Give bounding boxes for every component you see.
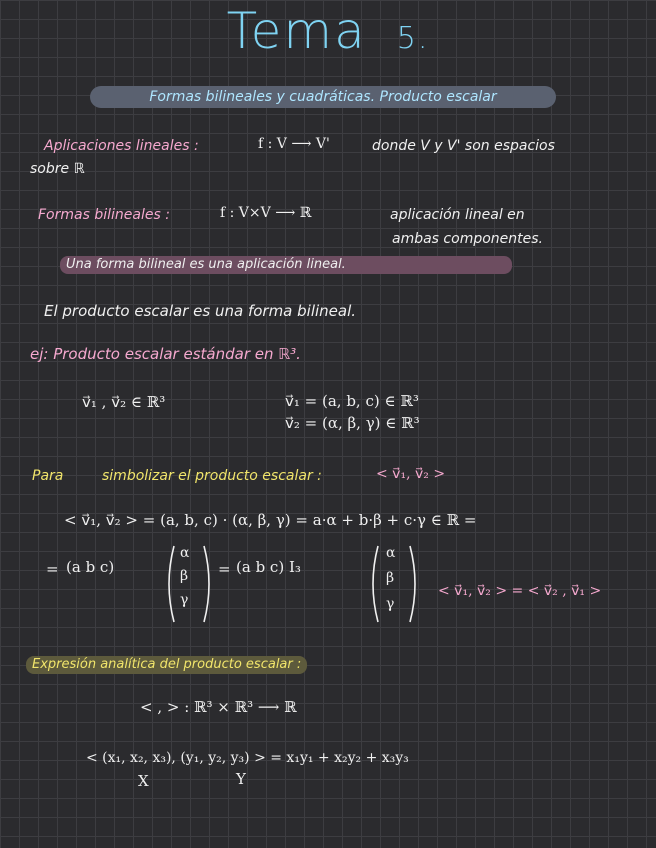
aplicaciones-text2: sobre ℝ [30, 161, 85, 177]
symmetry-property: < v⃗₁, v⃗₂ > = < v⃗₂ , v⃗₁ > [438, 583, 602, 599]
subtitle-text: Formas bilineales y cuadráticas. Producto escalar [149, 89, 497, 105]
matrix-equals: = [218, 560, 231, 578]
para-label: Para [32, 468, 64, 484]
subtitle-banner [90, 86, 556, 108]
producto-line: El producto escalar es una forma bilineal. [44, 302, 357, 320]
formas-label: Formas bilineales : [38, 207, 170, 223]
formas-formula: f : V×V ⟶ ℝ [220, 205, 312, 221]
matrix-row1: (a b c) [66, 558, 115, 576]
formula-dot-product: < v⃗₁, v⃗₂ > = (a, b, c) · (α, β, γ) = a·α + b·β + c·γ ∈ ℝ = [64, 511, 477, 529]
title-text: Tema [226, 2, 367, 60]
matrix-col2-alpha: α [386, 545, 396, 561]
para-text: simbolizar el producto escalar : [102, 468, 322, 484]
matrix-col2-beta: β [386, 570, 395, 586]
aplicaciones-formula: f : V ⟶ V' [258, 136, 330, 152]
expresion-formula: < (x₁, x₂, x₃), (y₁, y₂, y₃) > = x₁y₁ + x₂y₂ + x₃y₃ [86, 750, 409, 766]
example-label: ej: Producto escalar estándar en ℝ³. [30, 345, 301, 363]
matrix-col1-alpha: α [180, 545, 190, 561]
page-title [0, 2, 656, 60]
aplicaciones-text: donde V y V' son espacios [372, 138, 555, 154]
matrix-col1-gamma: γ [180, 592, 189, 608]
expresion-label: Expresión analítica del producto escalar : [26, 656, 307, 674]
para-notation: < v⃗₁, v⃗₂ > [376, 466, 446, 482]
formas-highlight: Una forma bilineal es una aplicación lineal. [60, 256, 512, 274]
matrix-col2-gamma: γ [386, 596, 395, 612]
aplicaciones-label: Aplicaciones lineales : [44, 138, 199, 154]
example-v2-def: v⃗₂ = (α, β, γ) ∈ ℝ³ [285, 414, 420, 432]
example-v1-def: v⃗₁ = (a, b, c) ∈ ℝ³ [285, 392, 419, 410]
expresion-y-label: Y [236, 770, 246, 788]
matrix-row2: (a b c) I₃ [236, 558, 301, 576]
expresion-x-label: X [138, 772, 149, 790]
matrix-prefix: = [46, 560, 59, 578]
expresion-mapping: < , > : ℝ³ × ℝ³ ⟶ ℝ [140, 698, 297, 716]
matrix-col1-beta: β [180, 568, 189, 584]
formas-text: aplicación lineal en [390, 207, 525, 223]
formas-text2: ambas componentes. [392, 231, 543, 247]
example-vectors: v⃗₁ , v⃗₂ ∈ ℝ³ [82, 393, 166, 411]
title-number: 5. [396, 21, 430, 56]
